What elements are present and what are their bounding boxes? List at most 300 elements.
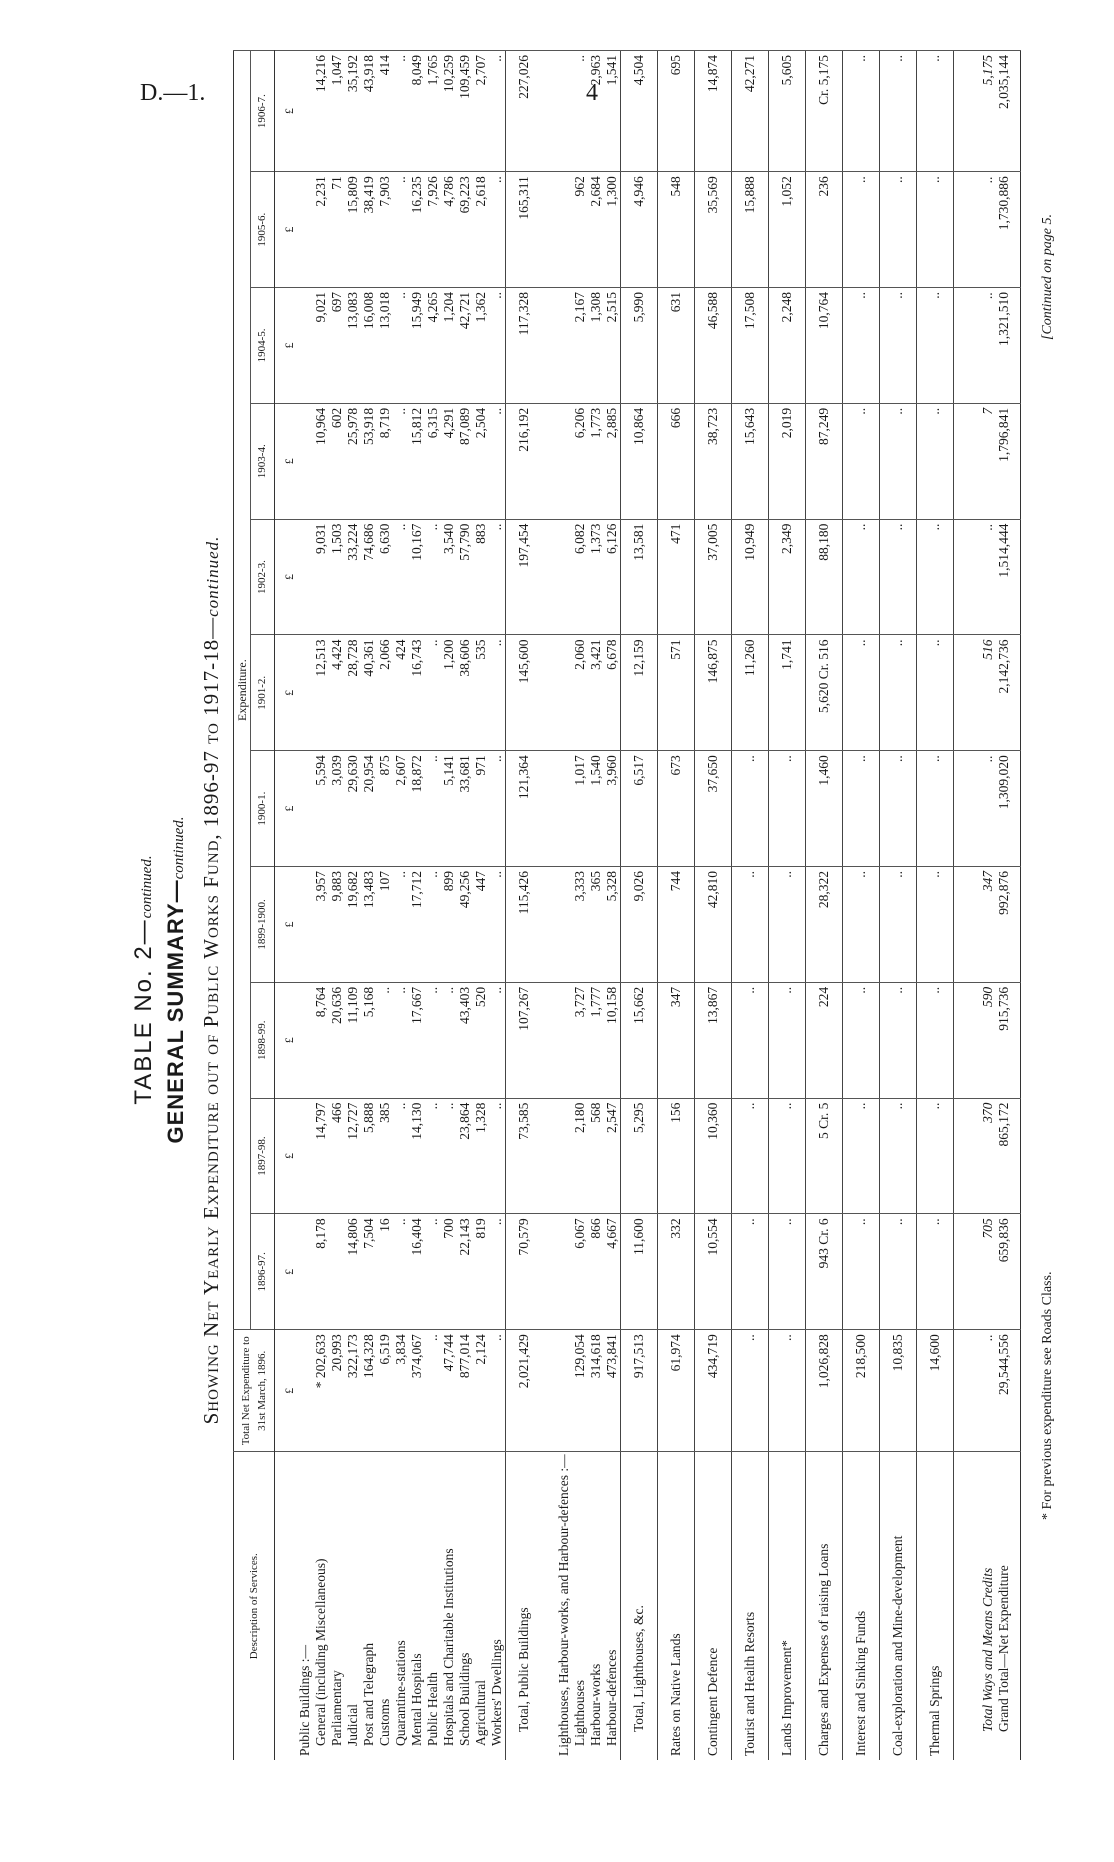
row-label: Post and Telegraph (361, 1452, 377, 1760)
value-cell: 4,504 (621, 51, 658, 172)
value-cell: 6,678 (604, 635, 621, 751)
value-cell: 20,954 (361, 751, 377, 867)
value-cell: .. (393, 403, 409, 519)
value-cell: 10,259 (441, 51, 457, 172)
table-body (275, 51, 1021, 1761)
value-cell: 3,727 (572, 982, 588, 1098)
value-cell: .. (843, 751, 880, 867)
total-row (506, 51, 543, 1761)
value-cell: .. (880, 288, 917, 404)
value-cell: 13,581 (621, 519, 658, 635)
value-cell: .. (917, 867, 954, 983)
value-cell: 10,764 (806, 288, 843, 404)
value-cell: 697 (329, 288, 345, 404)
value-cell: 16,404 (409, 1214, 425, 1330)
value-cell: .. (441, 1098, 457, 1214)
value-cell: 1,300 (604, 172, 621, 288)
value-cell: 38,723 (695, 403, 732, 519)
value-cell: 1,514,444 (996, 519, 1021, 635)
value-cell: 1,503 (329, 519, 345, 635)
value-cell: 602 (329, 403, 345, 519)
value-cell: 5 Cr. 5 (806, 1098, 843, 1214)
value-cell: 6,206 (572, 403, 588, 519)
value-cell: .. (954, 288, 997, 404)
value-cell: 2,504 (473, 403, 489, 519)
value-cell: 4,291 (441, 403, 457, 519)
value-cell: 17,712 (409, 867, 425, 983)
value-cell: 1,204 (441, 288, 457, 404)
value-cell: .. (393, 1214, 409, 1330)
value-cell: 218,500 (843, 1330, 880, 1452)
value-cell: 146,875 (695, 635, 732, 751)
value-cell: 13,483 (361, 867, 377, 983)
value-cell: 1,047 (329, 51, 345, 172)
value-cell: 43,918 (361, 51, 377, 172)
value-cell: 121,364 (506, 751, 543, 867)
value-cell: 35,569 (695, 172, 732, 288)
value-cell: .. (917, 751, 954, 867)
value-cell: .. (917, 51, 954, 172)
empty-cell (542, 519, 572, 635)
currency-symbol: £ (275, 172, 298, 288)
value-cell: 2,060 (572, 635, 588, 751)
value-cell: 1,052 (769, 172, 806, 288)
value-cell: 332 (658, 1214, 695, 1330)
value-cell: 3,834 (393, 1330, 409, 1452)
table-row (604, 51, 621, 1761)
value-cell: .. (441, 982, 457, 1098)
value-cell: 466 (329, 1098, 345, 1214)
table-row (489, 51, 506, 1761)
value-cell: 15,809 (345, 172, 361, 288)
row-label: Lands Improvement* (769, 1452, 806, 1760)
rotated-table-page (115, 30, 1114, 1780)
value-cell: 5,620 Cr. 516 (806, 635, 843, 751)
value-cell: 962 (572, 172, 588, 288)
value-cell: 9,883 (329, 867, 345, 983)
year-header: 1896-97. (251, 1214, 275, 1330)
value-cell: .. (732, 982, 769, 1098)
currency-symbol: £ (275, 1214, 298, 1330)
value-cell: 899 (441, 867, 457, 983)
value-cell: .. (917, 172, 954, 288)
value-cell: 2,963 (588, 51, 604, 172)
value-cell: 15,949 (409, 288, 425, 404)
value-cell: 38,606 (457, 635, 473, 751)
value-cell: 473,841 (604, 1330, 621, 1452)
value-cell: 2,618 (473, 172, 489, 288)
currency-symbol: £ (275, 867, 298, 983)
value-cell: .. (732, 1098, 769, 1214)
value-cell: 9,021 (313, 288, 329, 404)
value-cell: 6,082 (572, 519, 588, 635)
table-row (409, 51, 425, 1761)
value-cell: 2,349 (769, 519, 806, 635)
service-row (769, 51, 806, 1761)
value-cell: 7,903 (377, 172, 393, 288)
value-cell: .. (843, 519, 880, 635)
value-cell: 20,993 (329, 1330, 345, 1452)
service-row (917, 51, 954, 1761)
table-row (441, 51, 457, 1761)
service-row (658, 51, 695, 1761)
value-cell: 705 (954, 1214, 997, 1330)
empty-cell (275, 1452, 298, 1760)
row-label: Total, Public Buildings (506, 1452, 543, 1760)
row-label: School Buildings (457, 1452, 473, 1760)
value-cell: 17,667 (409, 982, 425, 1098)
value-cell: 156 (658, 1098, 695, 1214)
currency-symbol: £ (275, 288, 298, 404)
empty-cell (297, 751, 313, 867)
value-cell: 2,180 (572, 1098, 588, 1214)
value-cell: .. (425, 751, 441, 867)
value-cell: 1,309,020 (996, 751, 1021, 867)
service-row (695, 51, 732, 1761)
row-label: Thermal Springs (917, 1452, 954, 1760)
showing-subtitle: Showing Net Yearly Expenditure out of Public Works Fund, 1896-97 to 1917-18—continued. (199, 535, 223, 1425)
value-cell: .. (769, 1098, 806, 1214)
value-cell: 14,874 (695, 51, 732, 172)
value-cell: 2,167 (572, 288, 588, 404)
empty-cell (297, 288, 313, 404)
value-cell: .. (880, 403, 917, 519)
year-header: 1897-98. (251, 1098, 275, 1214)
value-cell: 47,744 (441, 1330, 457, 1452)
value-cell: 107,267 (506, 982, 543, 1098)
value-cell: .. (425, 1330, 441, 1452)
currency-symbol: £ (275, 1098, 298, 1214)
description-header: Description of Services. (234, 1452, 275, 1760)
empty-cell (542, 635, 572, 751)
value-cell: 673 (658, 751, 695, 867)
value-cell: 33,224 (345, 519, 361, 635)
value-cell: 35,192 (345, 51, 361, 172)
value-cell: 1,773 (588, 403, 604, 519)
group-heading (297, 51, 313, 1761)
value-cell: 2,547 (604, 1098, 621, 1214)
table-row (345, 51, 361, 1761)
empty-cell (297, 1330, 313, 1452)
value-cell: .. (732, 1330, 769, 1452)
value-cell: 3,421 (588, 635, 604, 751)
value-cell: 13,018 (377, 288, 393, 404)
value-cell: 10,554 (695, 1214, 732, 1330)
value-cell: .. (377, 982, 393, 1098)
value-cell: .. (489, 519, 506, 635)
value-cell: 28,728 (345, 635, 361, 751)
value-cell: 88,180 (806, 519, 843, 635)
value-cell: 25,978 (345, 403, 361, 519)
value-cell: 33,681 (457, 751, 473, 867)
value-cell: 1,200 (441, 635, 457, 751)
value-cell: 666 (658, 403, 695, 519)
value-cell: .. (917, 635, 954, 751)
value-cell: 374,067 (409, 1330, 425, 1452)
value-cell: 4,424 (329, 635, 345, 751)
value-cell: 19,682 (345, 867, 361, 983)
value-cell: 915,736 (996, 982, 1021, 1098)
value-cell: .. (954, 1330, 997, 1452)
value-cell: 2,019 (769, 403, 806, 519)
value-cell: 1,796,841 (996, 403, 1021, 519)
value-cell: 1,777 (588, 982, 604, 1098)
value-cell: .. (393, 51, 409, 172)
value-cell: 5,168 (361, 982, 377, 1098)
value-cell: 12,159 (621, 635, 658, 751)
table-row (377, 51, 393, 1761)
value-cell: 37,650 (695, 751, 732, 867)
year-header: 1898-99. (251, 982, 275, 1098)
value-cell: 590 (954, 982, 997, 1098)
empty-cell (297, 519, 313, 635)
currency-symbol: £ (275, 519, 298, 635)
value-cell: 87,249 (806, 403, 843, 519)
table-row (361, 51, 377, 1761)
value-cell: .. (917, 1098, 954, 1214)
empty-cell (542, 1214, 572, 1330)
ways-means-row (954, 51, 997, 1761)
value-cell: 16 (377, 1214, 393, 1330)
value-cell: 29,544,556 (996, 1330, 1021, 1452)
value-cell: 700 (441, 1214, 457, 1330)
value-cell: 2,515 (604, 288, 621, 404)
value-cell: .. (489, 288, 506, 404)
value-cell: 516 (954, 635, 997, 751)
value-cell: 1,321,510 (996, 288, 1021, 404)
value-cell: 14,797 (313, 1098, 329, 1214)
empty-cell (542, 1098, 572, 1214)
general-summary-title: GENERAL SUMMARY—continued. (163, 816, 188, 1144)
value-cell: .. (880, 172, 917, 288)
value-cell: .. (393, 1098, 409, 1214)
table-row (313, 51, 329, 1761)
empty-cell (542, 172, 572, 288)
value-cell: .. (489, 172, 506, 288)
value-cell: 866 (588, 1214, 604, 1330)
value-cell: .. (489, 1330, 506, 1452)
empty-cell (542, 403, 572, 519)
row-label: Contingent Defence (695, 1452, 732, 1760)
value-cell: .. (489, 51, 506, 172)
value-cell: .. (954, 751, 997, 867)
year-header: 1901-2. (251, 635, 275, 751)
value-cell: 11,600 (621, 1214, 658, 1330)
value-cell: .. (769, 751, 806, 867)
value-cell: 347 (658, 982, 695, 1098)
value-cell: 548 (658, 172, 695, 288)
currency-symbol: £ (275, 635, 298, 751)
value-cell: 4,667 (604, 1214, 621, 1330)
expenditure-table (233, 50, 1021, 1760)
currency-symbol: £ (275, 751, 298, 867)
value-cell: .. (880, 519, 917, 635)
value-cell: 744 (658, 867, 695, 983)
currency-symbol: £ (275, 51, 298, 172)
value-cell: .. (393, 288, 409, 404)
value-cell: 8,719 (377, 403, 393, 519)
empty-cell (297, 982, 313, 1098)
value-cell: 365 (588, 867, 604, 983)
value-cell: .. (843, 982, 880, 1098)
value-cell: 13,083 (345, 288, 361, 404)
empty-cell (542, 751, 572, 867)
currency-symbol: £ (275, 403, 298, 519)
value-cell: .. (954, 172, 997, 288)
value-cell: .. (572, 51, 588, 172)
value-cell: 40,361 (361, 635, 377, 751)
value-cell: 37,005 (695, 519, 732, 635)
value-cell: 1,460 (806, 751, 843, 867)
value-cell: 2,142,736 (996, 635, 1021, 751)
value-cell: 2,066 (377, 635, 393, 751)
value-cell: .. (880, 635, 917, 751)
value-cell: 314,618 (588, 1330, 604, 1452)
value-cell: 2,021,429 (506, 1330, 543, 1452)
value-cell: 971 (473, 751, 489, 867)
value-cell: 819 (473, 1214, 489, 1330)
expenditure-header: Expenditure. (234, 51, 251, 1330)
value-cell: 1,765 (425, 51, 441, 172)
value-cell: 10,864 (621, 403, 658, 519)
value-cell: 568 (588, 1098, 604, 1214)
value-cell: 18,872 (409, 751, 425, 867)
page-number: 4 (586, 80, 598, 106)
row-label: Grand Total—Net Expenditure (996, 1452, 1021, 1760)
value-cell: 7,926 (425, 172, 441, 288)
table-row (329, 51, 345, 1761)
footnote: * For previous expenditure see Roads Class. (1040, 1271, 1055, 1520)
value-cell: 29,630 (345, 751, 361, 867)
value-cell: .. (880, 1098, 917, 1214)
empty-cell (297, 867, 313, 983)
year-header: 1905-6. (251, 172, 275, 288)
value-cell: .. (489, 403, 506, 519)
value-cell: 28,322 (806, 867, 843, 983)
value-cell: 4,946 (621, 172, 658, 288)
service-row (806, 51, 843, 1761)
value-cell: .. (769, 1330, 806, 1452)
value-cell: 42,721 (457, 288, 473, 404)
value-cell: 5,594 (313, 751, 329, 867)
value-cell: .. (917, 288, 954, 404)
year-header: 1899-1900. (251, 867, 275, 983)
year-header: 1903-4. (251, 403, 275, 519)
value-cell: .. (393, 982, 409, 1098)
value-cell: 53,918 (361, 403, 377, 519)
value-cell: 10,949 (732, 519, 769, 635)
table-row (393, 51, 409, 1761)
value-cell: .. (393, 867, 409, 983)
value-cell: 8,049 (409, 51, 425, 172)
value-cell: 14,600 (917, 1330, 954, 1452)
value-cell: 3,957 (313, 867, 329, 983)
value-cell (329, 1214, 345, 1330)
value-cell: 17,508 (732, 288, 769, 404)
value-cell: 1,730,886 (996, 172, 1021, 288)
value-cell: 12,727 (345, 1098, 361, 1214)
value-cell: 71 (329, 172, 345, 288)
value-cell: .. (880, 982, 917, 1098)
value-cell: 370 (954, 1098, 997, 1214)
value-cell: 10,158 (604, 982, 621, 1098)
value-cell: 14,806 (345, 1214, 361, 1330)
value-cell: .. (732, 867, 769, 983)
row-label: Coal-exploration and Mine-development (880, 1452, 917, 1760)
row-label: Interest and Sinking Funds (843, 1452, 880, 1760)
value-cell: 236 (806, 172, 843, 288)
value-cell: 38,419 (361, 172, 377, 288)
row-label: Harbour-works (588, 1452, 604, 1760)
value-cell: 10,964 (313, 403, 329, 519)
value-cell: 1,373 (588, 519, 604, 635)
value-cell: 4,786 (441, 172, 457, 288)
value-cell: .. (843, 1214, 880, 1330)
document-reference: D.—1. (140, 80, 206, 106)
row-label: Quarantine-stations (393, 1452, 409, 1760)
value-cell: 3,540 (441, 519, 457, 635)
value-cell: 5,141 (441, 751, 457, 867)
value-cell: .. (769, 1214, 806, 1330)
value-cell: 322,173 (345, 1330, 361, 1452)
row-label: Mental Hospitals (409, 1452, 425, 1760)
value-cell: 2,885 (604, 403, 621, 519)
value-cell: 5,295 (621, 1098, 658, 1214)
value-cell: .. (917, 403, 954, 519)
value-cell: 9,026 (621, 867, 658, 983)
empty-cell (542, 288, 572, 404)
value-cell: 10,835 (880, 1330, 917, 1452)
value-cell: 2,707 (473, 51, 489, 172)
value-cell: 164,328 (361, 1330, 377, 1452)
currency-row (275, 51, 298, 1761)
value-cell: 385 (377, 1098, 393, 1214)
value-cell: * 202,633 (313, 1330, 329, 1452)
value-cell: 115,426 (506, 867, 543, 983)
value-cell: 227,026 (506, 51, 543, 172)
value-cell: 216,192 (506, 403, 543, 519)
value-cell: 6,517 (621, 751, 658, 867)
value-cell: 129,054 (572, 1330, 588, 1452)
value-cell: 5,328 (604, 867, 621, 983)
value-cell: 165,311 (506, 172, 543, 288)
empty-cell (297, 51, 313, 172)
value-cell: 145,600 (506, 635, 543, 751)
value-cell: 12,513 (313, 635, 329, 751)
value-cell: .. (425, 867, 441, 983)
total-to-1896-header: Total Net Expenditure to 31st March, 1896. (234, 1330, 275, 1452)
value-cell: .. (843, 635, 880, 751)
year-header: 1906-7. (251, 51, 275, 172)
empty-cell (542, 51, 572, 172)
value-cell: 4,265 (425, 288, 441, 404)
empty-cell (297, 403, 313, 519)
value-cell: 22,143 (457, 1214, 473, 1330)
value-cell: 107 (377, 867, 393, 983)
value-cell: 43,403 (457, 982, 473, 1098)
value-cell: 865,172 (996, 1098, 1021, 1214)
value-cell: .. (425, 519, 441, 635)
value-cell: 877,014 (457, 1330, 473, 1452)
value-cell: 7,504 (361, 1214, 377, 1330)
value-cell: 14,130 (409, 1098, 425, 1214)
value-cell: 8,178 (313, 1214, 329, 1330)
empty-cell (542, 982, 572, 1098)
table-row (572, 51, 588, 1761)
value-cell: 6,126 (604, 519, 621, 635)
row-label: Lighthouses (572, 1452, 588, 1760)
value-cell: 117,328 (506, 288, 543, 404)
